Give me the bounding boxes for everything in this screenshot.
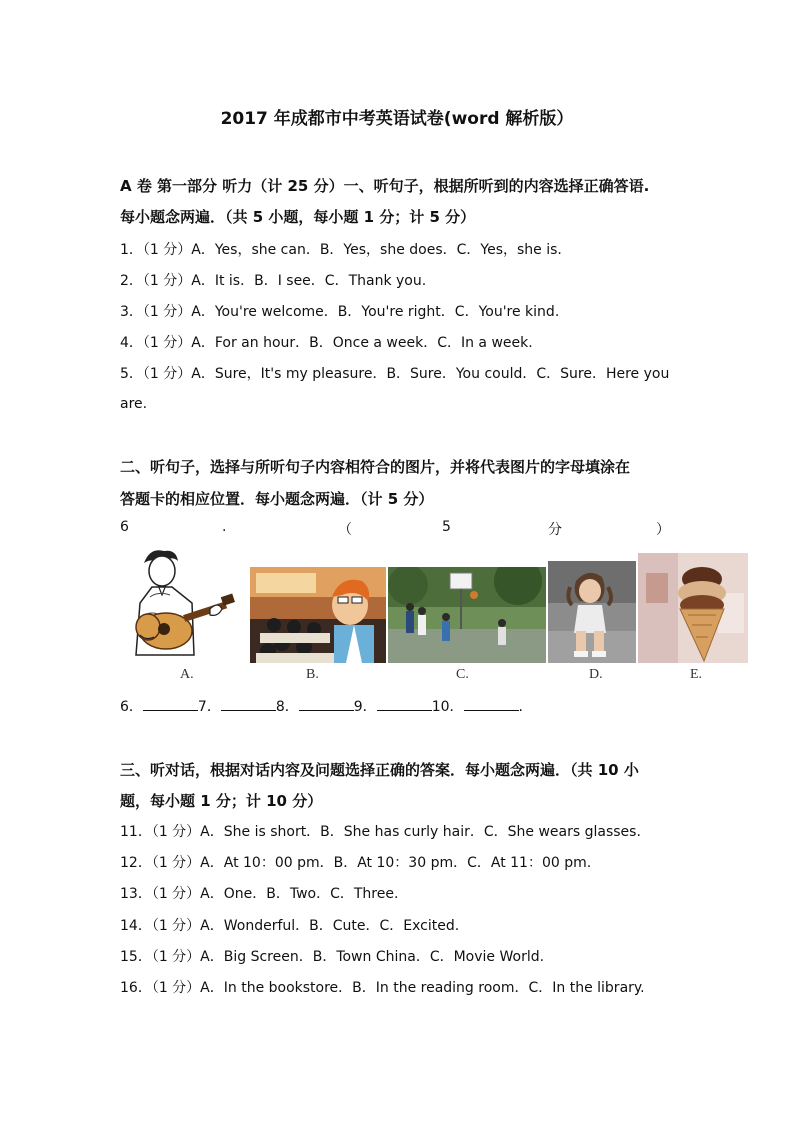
answer-blank-7[interactable] [221, 696, 276, 711]
picture-a-label: A. [180, 667, 194, 682]
question-11: 11．（1 分）A．She is short．B．She has curly hair．C．She wears glasses. [120, 824, 641, 840]
blank-label-8: 8． [275, 699, 299, 715]
question-12: 12．（1 分）A．At 10：00 pm．B．At 10：30 pm．C．At 11：00 pm. [120, 855, 592, 871]
question-13: 13．（1 分）A．One．B．Two．C．Three. [120, 886, 399, 902]
question-5: 5．（1 分）A．Sure，It's my pleasure．B．Sure．You could．C．Sure．Here you [120, 366, 670, 382]
part2-heading-line1: 二、听句子，选择与所听句子内容相符合的图片，并将代表图片的字母填涂在 [120, 458, 631, 476]
picture-b-label: B. [306, 667, 319, 682]
answer-blank-6[interactable] [143, 696, 198, 711]
page-title: 2017 年成都市中考英语试卷(word 解析版） [220, 109, 574, 129]
question-3: 3．（1 分）A．You're welcome．B．You're right．C．You're kind. [120, 304, 560, 320]
part3-heading-line2: 题，每小题 1 分；计 10 分） [120, 792, 323, 810]
part1-heading-line2: 每小题念两遍．（共 5 小题，每小题 1 分；计 5 分） [120, 208, 476, 226]
question-14: 14．（1 分）A．Wonderful．B．Cute．C．Excited. [120, 918, 460, 934]
q6-points: 5 [442, 519, 451, 535]
picture-c-basketball [388, 567, 546, 663]
q6-number: 6 [120, 519, 129, 535]
blank-label-6: 6． [120, 699, 143, 715]
question-16: 16．（1 分）A．In the bookstore．B．In the reading room．C．In the library. [120, 980, 645, 996]
question-2: 2．（1 分）A．It is．B．I see．C．Thank you. [120, 273, 427, 289]
part3-heading-line1: 三、听对话，根据对话内容及问题选择正确的答案．每小题念两遍．（共 10 小 [120, 761, 639, 779]
picture-c-label: C. [456, 667, 469, 682]
blank-label-9: 9． [353, 699, 377, 715]
picture-e-label: E. [690, 667, 703, 682]
picture-d-label: D. [589, 667, 603, 682]
picture-e-ice-cream [638, 553, 748, 663]
question-5-continued: are. [120, 396, 148, 412]
part2-heading-line2: 答题卡的相应位置．每小题念两遍．（计 5 分） [120, 490, 434, 508]
question-1: 1．（1 分）A．Yes，she can．B．Yes，she does．C．Yes，she is. [120, 242, 562, 258]
q6-dot: . [222, 519, 227, 535]
q6-fen: 分 [548, 522, 562, 538]
q6-open-paren: （ [338, 522, 352, 538]
answer-blank-10[interactable] [464, 696, 519, 711]
answer-blanks-row [120, 696, 523, 716]
picture-strip [122, 545, 748, 663]
blank-label-10: 10． [431, 699, 464, 715]
question-15: 15．（1 分）A．Big Screen．B．Town China．C．Movie World. [120, 949, 545, 965]
question-4: 4．（1 分）A．For an hour．B．Once a week．C．In a week. [120, 335, 533, 351]
q6-close-paren: ） [656, 522, 670, 538]
picture-d-girl [548, 561, 636, 663]
blank-end-dot: . [518, 699, 523, 715]
answer-blank-9[interactable] [377, 696, 432, 711]
picture-a-guitar-boy [122, 545, 240, 663]
part1-heading-line1: A 卷 第一部分 听力（计 25 分）一、听句子，根据所听到的内容选择正确答语. [120, 177, 650, 195]
picture-b-cinema [250, 567, 386, 663]
answer-blank-8[interactable] [299, 696, 354, 711]
blank-label-7: 7． [197, 699, 221, 715]
